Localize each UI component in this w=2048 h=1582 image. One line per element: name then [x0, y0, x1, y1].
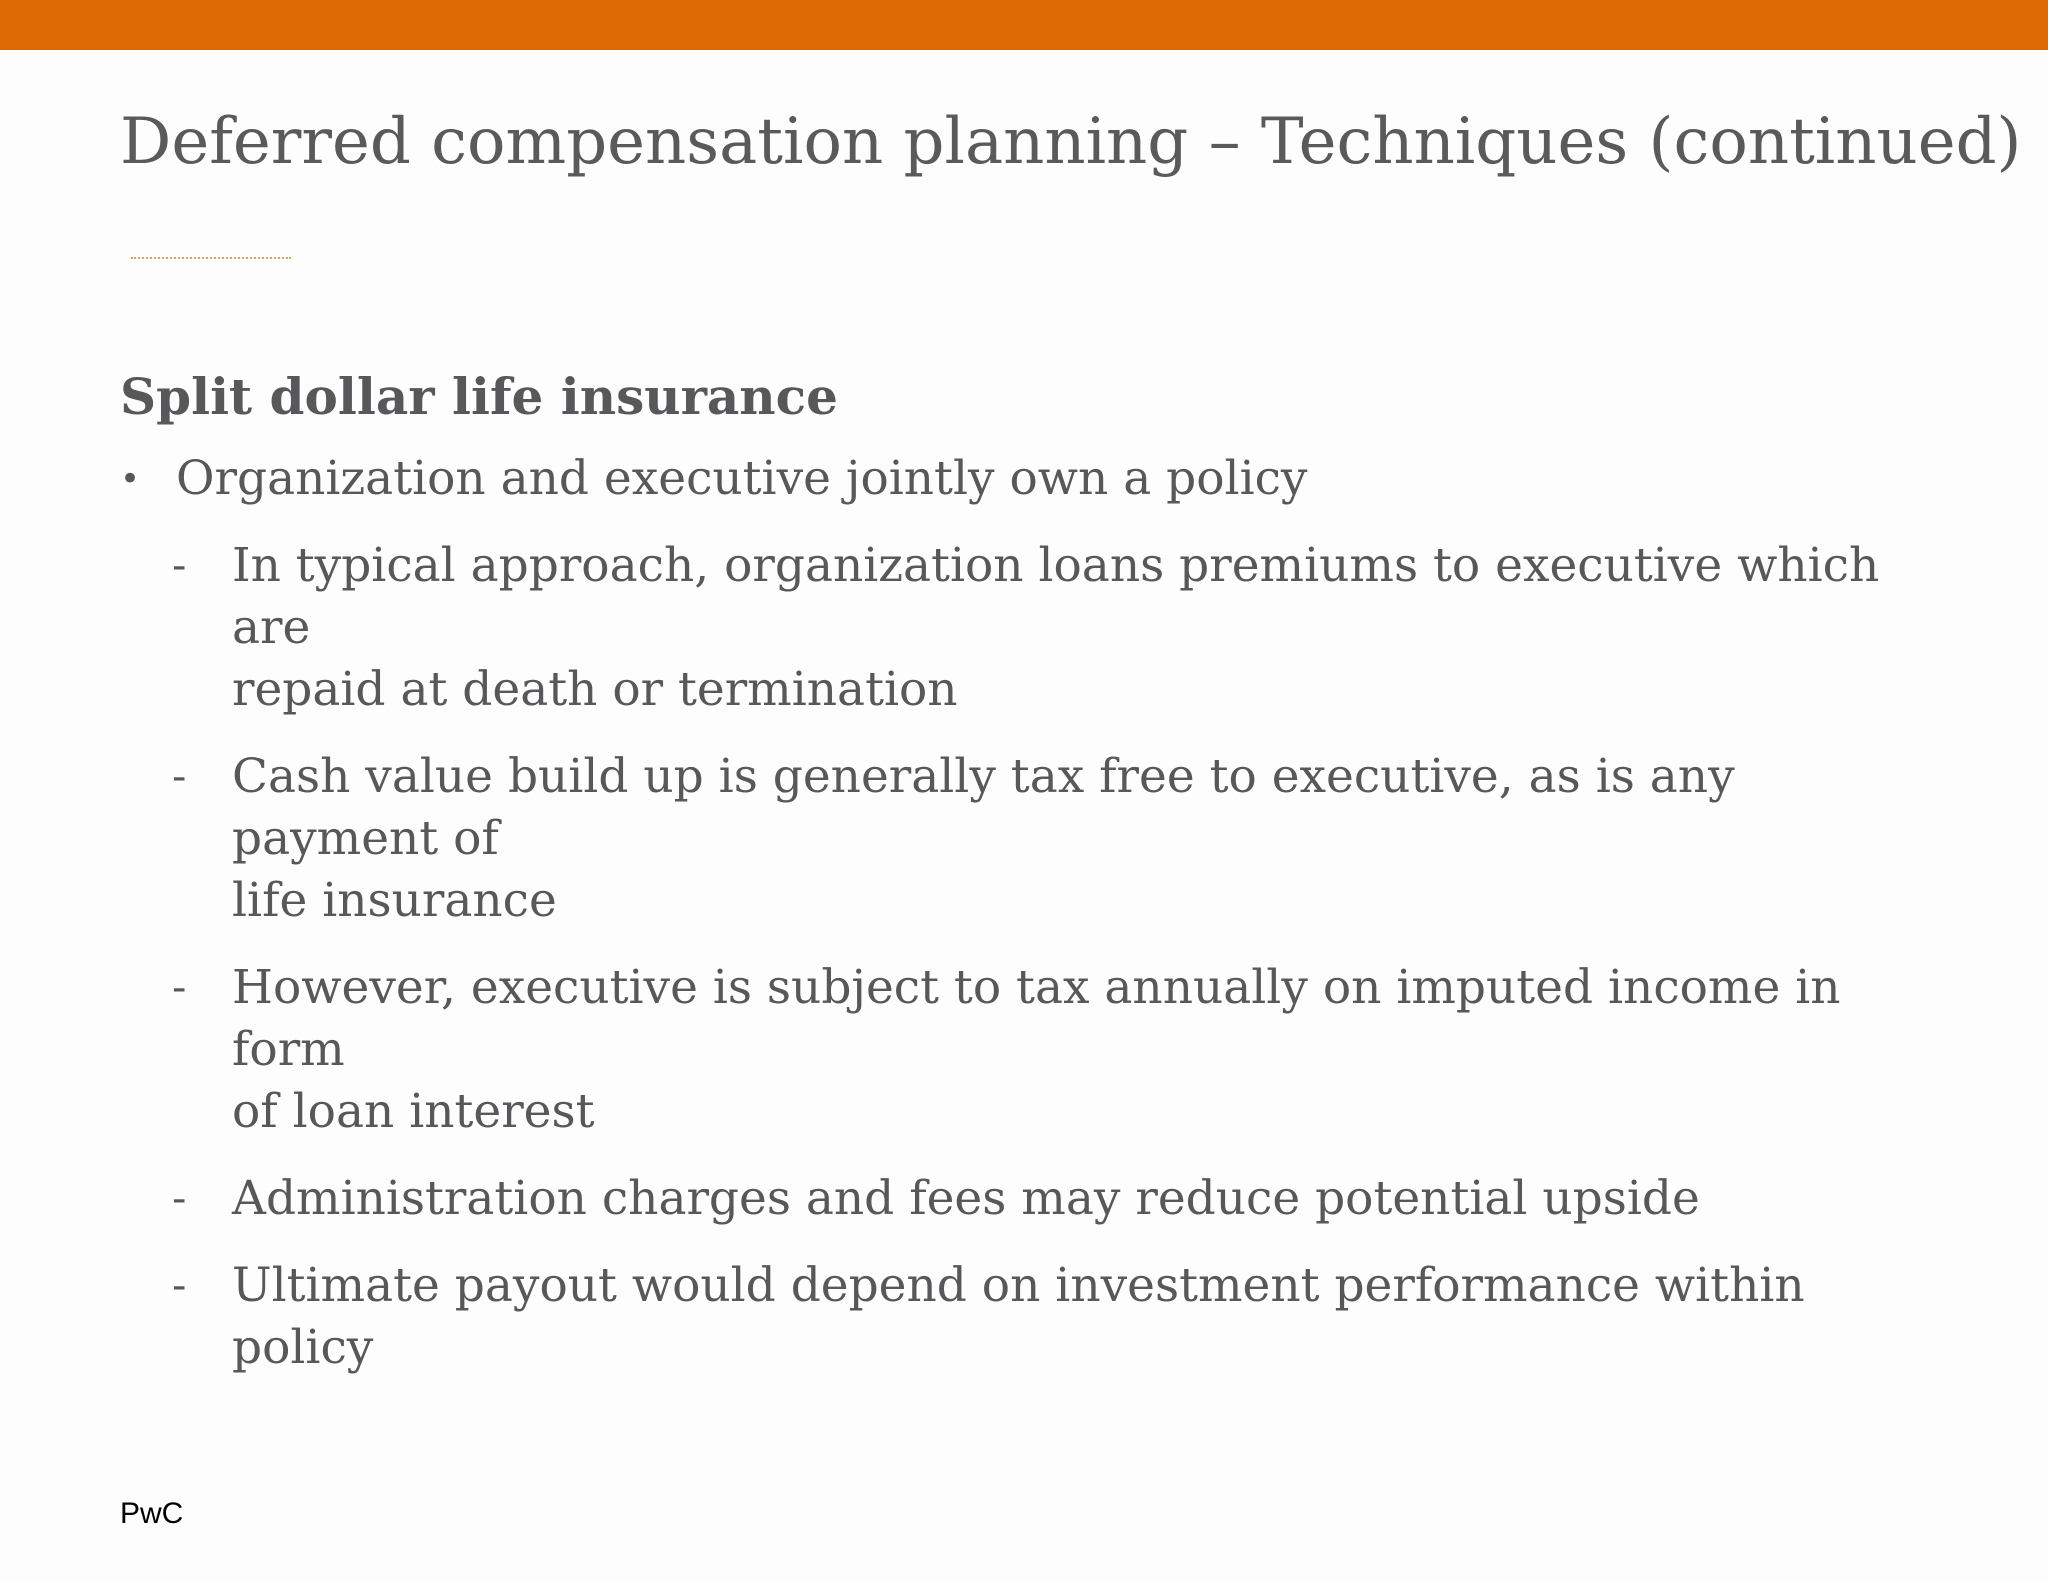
sub-bullet-item [172, 535, 1942, 721]
dash-icon: - [172, 965, 187, 1011]
footer-brand: PwC [120, 1497, 184, 1530]
sub-bullet-item [172, 1255, 1942, 1379]
sub-bullet-item [172, 746, 1942, 932]
brand-bar [0, 0, 2048, 50]
bullet-dot-icon: • [120, 459, 141, 499]
section-heading: Split dollar life insurance [120, 367, 838, 426]
sub-bullet-line: repaid at death or termination [232, 662, 958, 717]
sub-bullet-list [172, 535, 1942, 1404]
accent-rule [131, 257, 291, 259]
dash-icon: - [172, 754, 187, 800]
sub-bullet-item [172, 1168, 1942, 1230]
sub-bullet-line: of loan interest [232, 1084, 595, 1139]
sub-bullet-line: In typical approach, organization loans premiums to executive which are [232, 538, 1880, 655]
dash-icon: - [172, 543, 187, 589]
sub-bullet-item [172, 957, 1942, 1143]
sub-bullet-line: Administration charges and fees may reduce potential upside [232, 1171, 1700, 1226]
bullet-text: Organization and executive jointly own a policy [176, 451, 1308, 506]
sub-bullet-line: Cash value build up is generally tax free to executive, as is any payment of [232, 749, 1735, 866]
dash-icon: - [172, 1176, 187, 1222]
bullet-item [120, 448, 1920, 510]
sub-bullet-line: life insurance [232, 873, 557, 928]
dash-icon: - [172, 1263, 187, 1309]
slide-title: Deferred compensation planning – Techniques (continued) [120, 105, 2022, 179]
sub-bullet-line: However, executive is subject to tax annually on imputed income in form [232, 960, 1841, 1077]
sub-bullet-line: Ultimate payout would depend on investment performance within policy [232, 1258, 1805, 1375]
